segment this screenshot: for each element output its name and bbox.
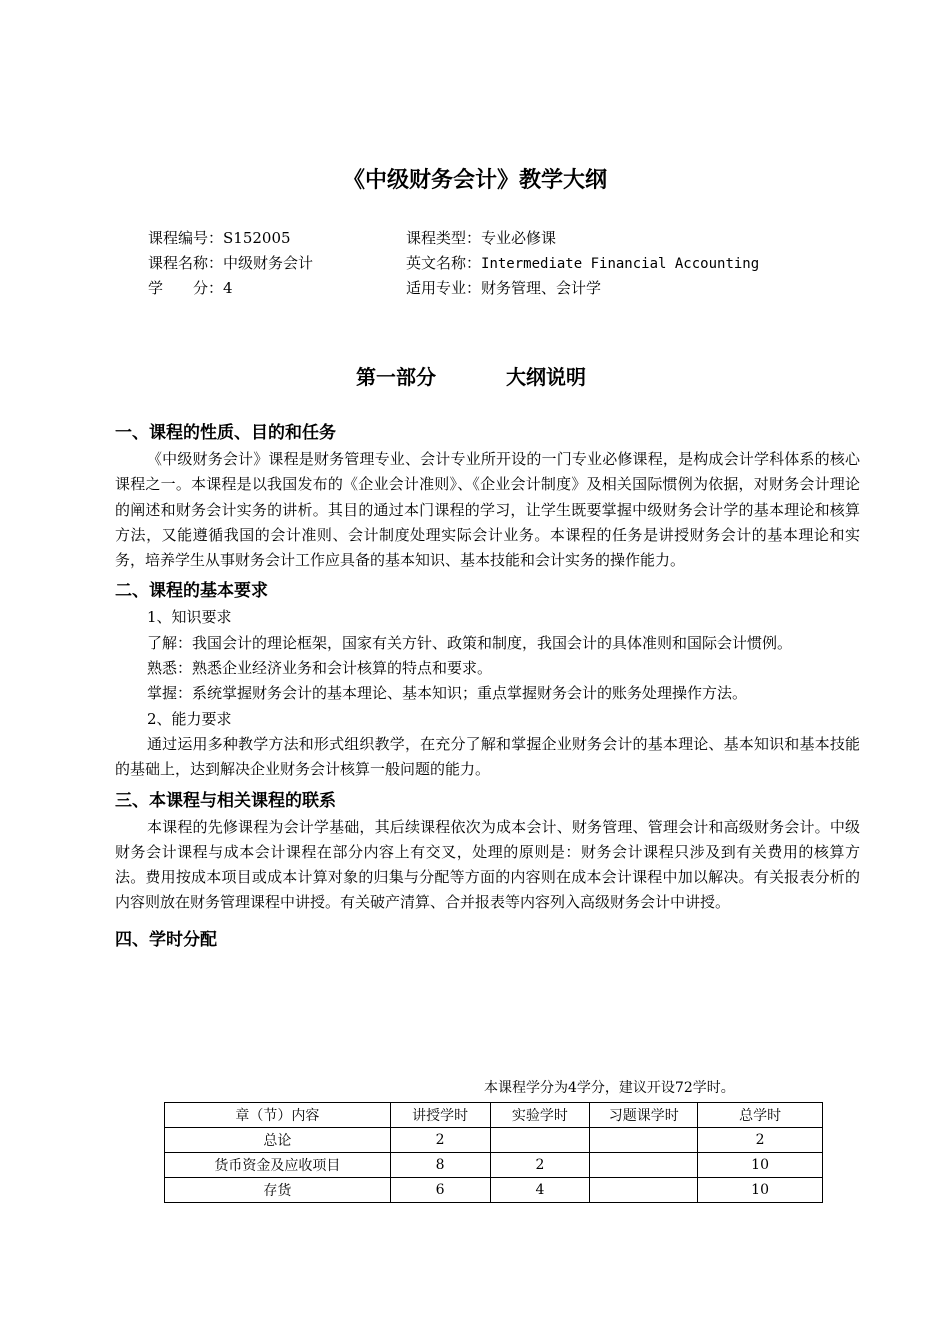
requirement-familiar: 熟悉：熟悉企业经济业务和会计核算的特点和要求。 <box>147 659 493 678</box>
section-paragraph: 通过运用多种教学方法和形式组织教学，在充分了解和掌握企业财务会计的基本理论、基本知识和基本技能的基础上，达到解决企业财务会计核算一般问题的能力。 <box>115 734 860 779</box>
section-heading: 三、本课程与相关课程的联系 <box>115 790 336 811</box>
course-type: 课程类型：专业必修课 <box>406 229 557 247</box>
subsection-title: 1、知识要求 <box>147 608 232 627</box>
section-paragraph: 本课程的先修课程为会计学基础，其后续课程依次为成本会计、财务管理、管理会计和高级财务会计。中级财务会计课程与成本会计课程在部分内容上有交叉，处理的原则是：财务会计课程只涉及到有关费用的核算方法。费用按成本项目或成本计算对象的归集与分配等方面的内容则在成本会计课程中加以解决。有关报表分析的内容则放在财务管理课程中讲授。有关破产清算、合并报表等内容列入高级财务会计中讲授。 <box>115 817 860 912</box>
table-cell <box>490 1128 590 1153</box>
section-heading: 二、课程的基本要求 <box>115 581 268 602</box>
column-header: 讲授学时 <box>390 1103 490 1128</box>
course-info-row <box>148 276 759 301</box>
table-cell <box>590 1153 698 1178</box>
table-row <box>165 1153 823 1178</box>
course-info-row <box>148 251 759 276</box>
subsection-title: 2、能力要求 <box>147 709 232 728</box>
english-name-label: 英文名称： <box>406 254 482 272</box>
table-cell: 总论 <box>165 1128 391 1153</box>
section-paragraph: 《中级财务会计》课程是财务管理专业、会计专业所开设的一门专业必修课程，是构成会计学科体系的核心课程之一。本课程是以我国发布的《企业会计准则》、《企业会计制度》及相关国际惯例为依据，对财务会计理论的阐述和财务会计实务的讲析。其目的通过本门课程的学习，让学生既要掌握中级财务会计学的基本理论和核算方法，又能遵循我国的会计准则、会计制度处理实际会计业务。本课程的任务是讲授财务会计的基本理论和实务，培养学生从事财务会计工作应具备的基本知识、基本技能和会计实务的操作能力。 <box>115 450 860 570</box>
part-label: 第一部分 <box>356 365 436 389</box>
table-header-row <box>165 1103 823 1128</box>
course-name: 课程名称：中级财务会计 <box>148 254 314 272</box>
table-cell: 6 <box>390 1178 490 1203</box>
column-header: 实验学时 <box>490 1103 590 1128</box>
outline-body <box>115 419 860 954</box>
course-credits: 学 分：4 <box>148 279 233 297</box>
hours-note: 本课程学分为4学分，建议开设72学时。 <box>484 1080 735 1096</box>
column-header: 总学时 <box>698 1103 823 1128</box>
table-cell: 存货 <box>165 1178 391 1203</box>
section-heading: 一、课程的性质、目的和任务 <box>115 423 336 443</box>
course-info <box>148 226 759 301</box>
requirement-understand: 了解：我国会计的理论框架，国家有关方针、政策和制度，我国会计的具体准则和国际会计惯例。 <box>147 633 793 652</box>
requirement-master: 掌握：系统掌握财务会计的基本理论、基本知识；重点掌握财务会计的账务处理操作方法。 <box>147 684 748 703</box>
table-cell: 8 <box>390 1153 490 1178</box>
table-cell <box>590 1178 698 1203</box>
table-cell: 2 <box>698 1128 823 1153</box>
applicable-majors: 适用专业：财务管理、会计学 <box>406 279 602 297</box>
part-name: 大纲说明 <box>506 365 586 389</box>
part-heading <box>356 361 586 390</box>
course-code: 课程编号：S152005 <box>148 229 291 247</box>
table-cell <box>590 1128 698 1153</box>
document-title: 《中级财务会计》教学大纲 <box>342 168 607 193</box>
table-row <box>165 1178 823 1203</box>
column-header: 习题课学时 <box>590 1103 698 1128</box>
table-cell: 10 <box>698 1153 823 1178</box>
hours-table <box>164 1102 823 1203</box>
table-row <box>165 1128 823 1153</box>
table-cell: 货币资金及应收项目 <box>165 1153 391 1178</box>
table-cell: 10 <box>698 1178 823 1203</box>
table-cell: 2 <box>390 1128 490 1153</box>
course-info-row <box>148 226 759 251</box>
column-header: 章（节）内容 <box>165 1103 391 1128</box>
english-name-value: Intermediate Financial Accounting <box>481 256 760 272</box>
table-cell: 2 <box>490 1153 590 1178</box>
section-heading: 四、学时分配 <box>115 929 217 950</box>
table-cell: 4 <box>490 1178 590 1203</box>
